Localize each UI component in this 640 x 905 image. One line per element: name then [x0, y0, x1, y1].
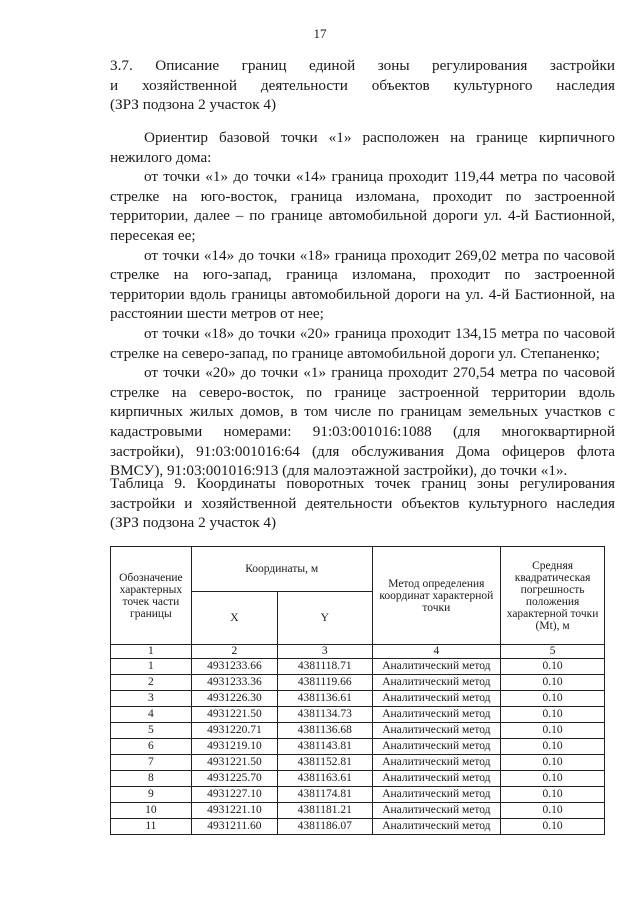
- header-point-label: Обозначение характерных точек части границы: [111, 547, 192, 645]
- column-number: 1: [111, 645, 192, 659]
- cell-y: 4381152.81: [277, 755, 372, 771]
- cell-y: 4381136.68: [277, 723, 372, 739]
- cell-point: 6: [111, 739, 192, 755]
- table-row: [111, 691, 605, 707]
- caption-line: Таблица 9. Координаты поворотных точек границ зоны регулирования: [110, 475, 615, 492]
- cell-accuracy: 0.10: [501, 659, 605, 675]
- header-method: Метод определения координат характерной точки: [372, 547, 501, 645]
- cell-accuracy: 0.10: [501, 771, 605, 787]
- cell-accuracy: 0.10: [501, 803, 605, 819]
- cell-x: 4931220.71: [191, 723, 277, 739]
- table-row: [111, 659, 605, 675]
- caption-line: (ЗРЗ подзона 2 участок 4): [110, 514, 277, 532]
- cell-x: 4931221.10: [191, 803, 277, 819]
- boundary-description: [110, 128, 615, 481]
- cell-y: 4381119.66: [277, 675, 372, 691]
- cell-point: 11: [111, 819, 192, 835]
- cell-accuracy: 0.10: [501, 691, 605, 707]
- cell-y: 4381143.81: [277, 739, 372, 755]
- column-number: 3: [277, 645, 372, 659]
- paragraph-segment-1-14: от точки «1» до точки «14» граница проходит 119,44 метра по часовой стрелке на юго-восток, граница изломана, проходит по застроенной территории, далее – по границе автомобильной дороги ул. 4-й Бастионной, пересекая ее;: [110, 168, 615, 244]
- table-body: [111, 659, 605, 835]
- cell-accuracy: 0.10: [501, 819, 605, 835]
- cell-y: 4381163.61: [277, 771, 372, 787]
- cell-x: 4931211.60: [191, 819, 277, 835]
- cell-point: 9: [111, 787, 192, 803]
- cell-x: 4931233.66: [191, 659, 277, 675]
- cell-point: 8: [111, 771, 192, 787]
- paragraph-segment-18-20: от точки «18» до точки «20» граница проходит 134,15 метра по часовой стрелке на северо-запад, по границе автомобильной дороги ул. Степаненко;: [110, 324, 615, 362]
- cell-method: Аналитический метод: [372, 787, 501, 803]
- cell-x: 4931233.36: [191, 675, 277, 691]
- cell-accuracy: 0.10: [501, 707, 605, 723]
- cell-method: Аналитический метод: [372, 803, 501, 819]
- cell-method: Аналитический метод: [372, 659, 501, 675]
- cell-point: 5: [111, 723, 192, 739]
- cell-point: 1: [111, 659, 192, 675]
- cell-method: Аналитический метод: [372, 707, 501, 723]
- table-caption: [110, 474, 615, 533]
- cell-method: Аналитический метод: [372, 739, 501, 755]
- cell-y: 4381181.21: [277, 803, 372, 819]
- column-number: 2: [191, 645, 277, 659]
- cell-accuracy: 0.10: [501, 755, 605, 771]
- column-number-row: [111, 645, 605, 659]
- cell-point: 2: [111, 675, 192, 691]
- cell-y: 4381186.07: [277, 819, 372, 835]
- cell-x: 4931221.50: [191, 755, 277, 771]
- header-y: Y: [277, 592, 372, 645]
- cell-method: Аналитический метод: [372, 675, 501, 691]
- table-row: [111, 755, 605, 771]
- header-x: X: [191, 592, 277, 645]
- cell-point: 7: [111, 755, 192, 771]
- paragraph-segment-20-1: от точки «20» до точки «1» граница проходит 270,54 метра по часовой стрелке на северо-восток, по границе застроенной территории вдоль кирпичных жилых домов, в том числе по границам земельных участков с кадастровыми номерами: 91:03:001016:1088 (для многоквартирной застройки), 91:03:001016:64 (для обслуживания Дома офицеров флота ВМСУ), 91:03:001016:913 (для малоэтажной застройки), до точки «1».: [110, 364, 615, 480]
- column-number: 5: [501, 645, 605, 659]
- heading-line: (ЗРЗ подзона 2 участок 4): [110, 96, 277, 114]
- table-row: [111, 707, 605, 723]
- table-row: [111, 675, 605, 691]
- table-row: [111, 771, 605, 787]
- cell-method: Аналитический метод: [372, 691, 501, 707]
- section-heading: [110, 56, 615, 115]
- table-row: [111, 787, 605, 803]
- cell-accuracy: 0.10: [501, 787, 605, 803]
- cell-x: 4931226.30: [191, 691, 277, 707]
- cell-y: 4381134.73: [277, 707, 372, 723]
- cell-y: 4381136.61: [277, 691, 372, 707]
- cell-method: Аналитический метод: [372, 771, 501, 787]
- cell-point: 4: [111, 707, 192, 723]
- table-row: [111, 723, 605, 739]
- table-row: [111, 739, 605, 755]
- heading-line: 3.7. Описание границ единой зоны регулирования застройки: [110, 57, 615, 74]
- table-row: [111, 819, 605, 835]
- cell-accuracy: 0.10: [501, 739, 605, 755]
- caption-line: застройки и хозяйственной деятельности объектов культурного наследия: [110, 494, 615, 512]
- cell-x: 4931227.10: [191, 787, 277, 803]
- heading-line: и хозяйственной деятельности объектов культурного наследия: [110, 76, 615, 94]
- cell-method: Аналитический метод: [372, 819, 501, 835]
- cell-point: 10: [111, 803, 192, 819]
- coordinates-table: [110, 546, 605, 835]
- cell-x: 4931219.10: [191, 739, 277, 755]
- paragraph-base-point: Ориентир базовой точки «1» расположен на границе кирпичного нежилого дома:: [110, 129, 615, 166]
- cell-x: 4931221.50: [191, 707, 277, 723]
- cell-method: Аналитический метод: [372, 755, 501, 771]
- paragraph-segment-14-18: от точки «14» до точки «18» граница проходит 269,02 метра по часовой стрелке на юго-запад, граница изломана, проходит по застроенной территории вдоль границы автомобильной дороги на ул. 4-й Бастионной, на расстоянии шести метров от нее;: [110, 246, 615, 323]
- cell-method: Аналитический метод: [372, 723, 501, 739]
- cell-y: 4381174.81: [277, 787, 372, 803]
- cell-y: 4381118.71: [277, 659, 372, 675]
- table-header-row: [111, 547, 605, 592]
- page-number: 17: [313, 26, 327, 41]
- header-coordinates: Координаты, м: [191, 547, 372, 592]
- table-row: [111, 803, 605, 819]
- column-number: 4: [372, 645, 501, 659]
- cell-accuracy: 0.10: [501, 675, 605, 691]
- cell-point: 3: [111, 691, 192, 707]
- header-accuracy: Средняя квадратическая погрешность положения характерной точки (Mt), м: [501, 547, 605, 645]
- cell-x: 4931225.70: [191, 771, 277, 787]
- cell-accuracy: 0.10: [501, 723, 605, 739]
